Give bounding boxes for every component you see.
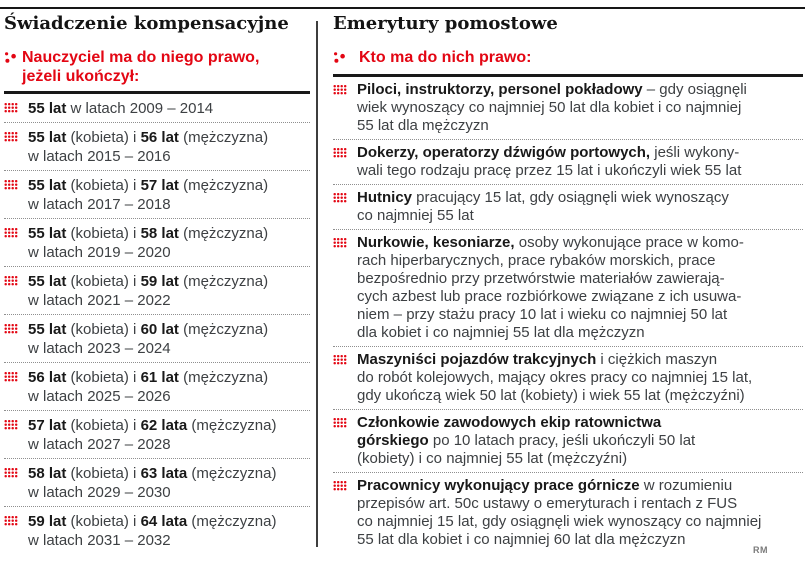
list-item: [4, 506, 310, 554]
section-swiadczenie-kompensacyjne: [4, 13, 310, 554]
list-item: [4, 122, 310, 170]
section-title-right: Emerytury pomostowe: [333, 13, 558, 34]
grid-dots-icon: [4, 128, 28, 143]
grid-dots-icon: [4, 464, 28, 479]
list-item: [4, 218, 310, 266]
section-emerytury-pomostowe: [333, 13, 803, 553]
benefit-list-left: [4, 94, 310, 554]
grid-dots-icon: [4, 368, 28, 383]
grid-dots-icon: [4, 320, 28, 335]
subtitle-line: Nauczyciel ma do niego prawo,: [22, 49, 260, 66]
grid-dots-icon: [4, 416, 28, 431]
list-item-text: 55 lat (kobieta) i 58 lat (mężczyzna) w latach 2019 – 2020: [28, 225, 269, 261]
section-subtitle-right: [333, 48, 803, 69]
subtitle-text-left: [22, 48, 259, 86]
list-item-text: 55 lat (kobieta) i 56 lat (mężczyzna) w latach 2015 – 2016: [28, 129, 269, 165]
list-item: [4, 458, 310, 506]
list-item-text: 56 lat (kobieta) i 61 lat (mężczyzna) w latach 2025 – 2026: [28, 369, 269, 405]
list-item-text: Dokerzy, operatorzy dźwigów portowych, jeśli wykony- wali tego rodzaju pracę przez 15 lat i ukończyli wiek 55 lat: [357, 144, 742, 179]
list-item: [4, 170, 310, 218]
list-item-text: 55 lat (kobieta) i 59 lat (mężczyzna) w latach 2021 – 2022: [28, 273, 269, 309]
section-title-left: Świadczenie kompensacyjne: [4, 13, 289, 34]
list-item-text: Maszyniści pojazdów trakcyjnych i ciężkich maszyn do robót kolejowych, mający okres pracy co najmniej 15 lat, gdy ukończą wiek 50 lat (kobiety) i wiek 55 lat (mężczyźni): [357, 351, 753, 404]
grid-dots-icon: [333, 414, 357, 429]
list-item: [333, 472, 803, 553]
list-item: [4, 410, 310, 458]
grid-dots-icon: [333, 144, 357, 159]
list-item-text: 55 lat w latach 2009 – 2014: [28, 100, 214, 117]
list-item-text: 57 lat (kobieta) i 62 lata (mężczyzna) w latach 2027 – 2028: [28, 417, 277, 453]
grid-dots-icon: [333, 81, 357, 96]
list-item: [333, 77, 803, 139]
credit: RM: [753, 545, 768, 555]
list-item-text: 59 lat (kobieta) i 64 lata (mężczyzna) w latach 2031 – 2032: [28, 513, 277, 549]
column-divider: [316, 21, 318, 547]
list-item-text: 55 lat (kobieta) i 57 lat (mężczyzna) w latach 2017 – 2018: [28, 177, 269, 213]
grid-dots-icon: [4, 272, 28, 287]
list-item: [4, 314, 310, 362]
top-border-rule: [0, 7, 805, 9]
grid-dots-icon: [333, 189, 357, 204]
grid-dots-icon: [333, 477, 357, 492]
list-item: [333, 229, 803, 346]
list-item: [333, 139, 803, 184]
list-item-text: 58 lat (kobieta) i 63 lata (mężczyzna) w latach 2029 – 2030: [28, 465, 277, 501]
list-item: [4, 266, 310, 314]
grid-dots-icon: [4, 224, 28, 239]
list-item-text: Piloci, instruktorzy, personel pokładowy – gdy osiągnęli wiek wynoszący co najmniej 50 lat dla kobiet i co najmniej 55 lat dla mężczyzn: [357, 81, 747, 134]
benefit-list-right: [333, 77, 803, 553]
grid-dots-icon: [4, 99, 28, 114]
grid-dots-icon: [333, 351, 357, 366]
list-item-text: Członkowie zawodowych ekip ratownictwa górskiego po 10 latach pracy, jeśli ukończyli 50 lat (kobiety) i co najmniej 55 lat (mężczyźni): [357, 414, 696, 467]
list-item-text: Hutnicy pracujący 15 lat, gdy osiągnęli wiek wynoszący co najmniej 55 lat: [357, 189, 729, 224]
three-dots-icon: [333, 48, 359, 69]
grid-dots-icon: [4, 512, 28, 527]
list-item-text: Pracownicy wykonujący prace górnicze w rozumieniu przepisów art. 50c ustawy o emeryturach i rentach z FUS co najmniej 15 lat, gdy osiągnęli wiek wynoszący co najmniej 55 lat dla kobiet i co najmniej 60 lat dla mężczyzn: [357, 477, 762, 548]
list-item: [333, 409, 803, 472]
grid-dots-icon: [4, 176, 28, 191]
list-item: [4, 94, 310, 122]
list-item-text: Nurkowie, kesoniarze, osoby wykonujące prace w komo- rach hiperbarycznych, prace rybaków morskich, prace bezpośrednio przy przetwórstwie materiałów zawierają- cych azbest lub prace rozbiórkowe związane z ich usuwa- niem – przy stażu pracy 10 lat i wieku co najmniej 50 lat dla kobiet i co najmniej 55 lat dla mężczyzn: [357, 234, 744, 341]
list-item: [4, 362, 310, 410]
list-item: [333, 346, 803, 409]
section-subtitle-left: [4, 48, 310, 86]
grid-dots-icon: [333, 234, 357, 249]
three-dots-icon: [4, 48, 22, 69]
list-item: [333, 184, 803, 229]
subtitle-text-right: [359, 48, 531, 67]
subtitle-line: jeżeli ukończył:: [22, 68, 140, 85]
subtitle-line: Kto ma do nich prawo:: [359, 49, 532, 66]
list-item-text: 55 lat (kobieta) i 60 lat (mężczyzna) w latach 2023 – 2024: [28, 321, 269, 357]
